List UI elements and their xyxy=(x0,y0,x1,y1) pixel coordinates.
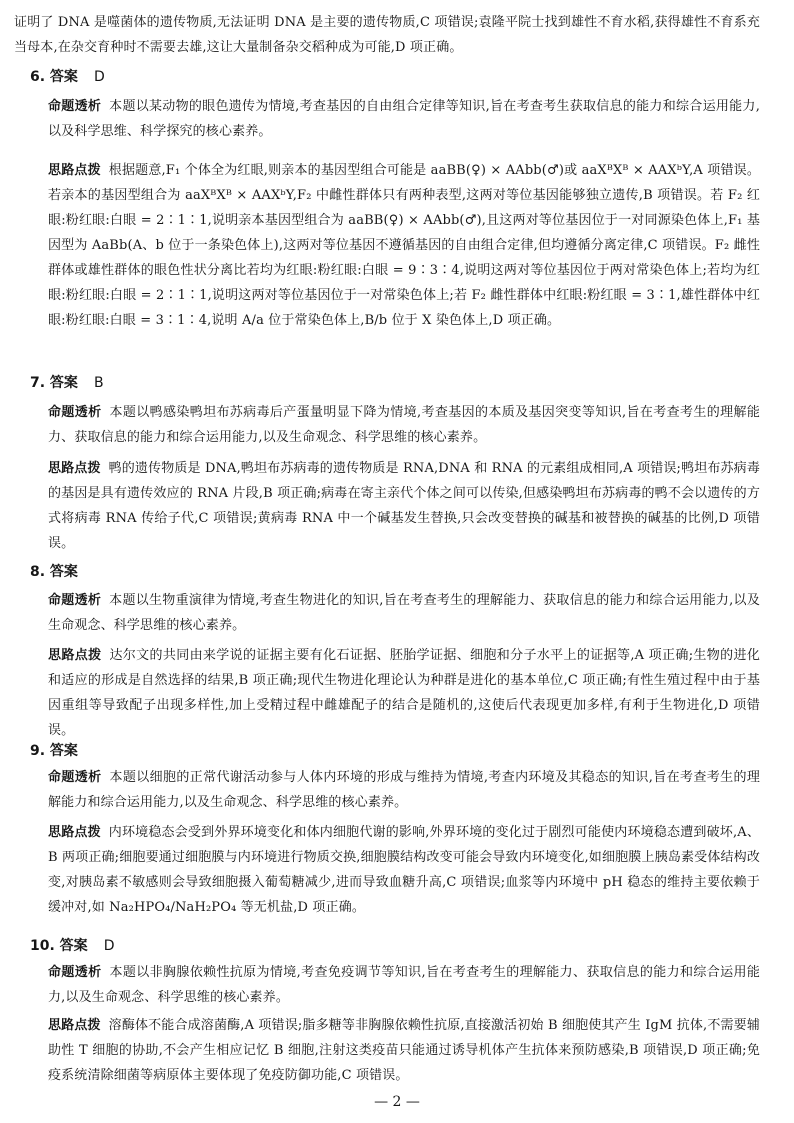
approach-paragraph-6 xyxy=(48,158,760,333)
approach-text: 内环境稳态会受到外界环境变化和体内细胞代谢的影响,外界环境的变化过于剧烈可能使内环境稳态遭到破坏,A、B 两项正确;细胞要通过细胞膜与内环境进行物质交换,细胞膜结构改变可能会导致内环境变化,如细胞膜上胰岛素受体结构改变,对胰岛素不敏感则会导致细胞摄入葡萄糖减少,进而导致血糖升高,C 项错误;血浆等内环境中 pH 稳态的维持主要依赖于缓冲对,如 Na₂HPO₄/NaH₂PO₄ 等无机盐,D 项正确。 xyxy=(48,825,760,915)
approach-paragraph-10 xyxy=(48,1013,760,1088)
answer-heading-label: 8. 答案 xyxy=(30,564,78,580)
continuation-paragraph: 证明了 DNA 是噬菌体的遗传物质,无法证明 DNA 是主要的遗传物质,C 项错误;袁隆平院士找到雄性不育水稻,获得雄性不育系充当母本,在杂交育种时不需要去雄,这让大量制备杂交稻种成为可能,D 项正确。 xyxy=(14,15,760,55)
approach-text: 溶酶体不能合成溶菌酶,A 项错误;脂多糖等非胸腺依赖性抗原,直接激活初始 B 细胞使其产生 IgM 抗体,不需要辅助性 T 细胞的协助,不会产生相应记忆 B 细胞,注射这类疫苗只能通过诱导机体产生抗体来预防感染,B 项错误,D 项正确;免疫系统清除细菌等病原体主要体现了免疫防御功能,C 项错误。 xyxy=(48,1018,760,1083)
analysis-label: 命题透析 xyxy=(48,593,102,608)
approach-label: 思路点拨 xyxy=(48,1018,101,1033)
analysis-paragraph-6 xyxy=(48,94,760,144)
approach-text: 鸭的遗传物质是 DNA,鸭坦布苏病毒的遗传物质是 RNA,DNA 和 RNA 的元素组成相同,A 项错误;鸭坦布苏病毒的基因是具有遗传效应的 RNA 片段,B 项正确;病毒在寄主亲代个体之间可以传染,但感染鸭坦布苏病毒的鸭不会以遗传的方式将病毒 RNA 传给子代,C 项错误;黄病毒 RNA 中一个碱基发生替换,只会改变替换的碱基和被替换的碱基的比例,D 项错误。 xyxy=(48,461,760,551)
analysis-paragraph-7 xyxy=(48,400,760,450)
page-number: — 2 — xyxy=(374,1094,420,1110)
analysis-text: 本题以细胞的正常代谢活动参与人体内环境的形成与维持为情境,考查内环境及其稳态的知识,旨在考查考生的理解能力和综合运用能力,以及生命观念、科学思维的核心素养。 xyxy=(48,770,760,810)
answer-heading-10 xyxy=(30,935,114,957)
analysis-text: 本题以非胸腺依赖性抗原为情境,考查免疫调节等知识,旨在考查考生的理解能力、获取信息的能力和综合运用能力,以及生命观念、科学思维的核心素养。 xyxy=(48,965,760,1005)
analysis-label: 命题透析 xyxy=(48,99,102,114)
analysis-text: 本题以某动物的眼色遗传为情境,考查基因的自由组合定律等知识,旨在考查考生获取信息的能力和综合运用能力,以及科学思维、科学探究的核心素养。 xyxy=(48,99,760,139)
approach-label: 思路点拨 xyxy=(48,648,102,663)
approach-text: 达尔文的共同由来学说的证据主要有化石证据、胚胎学证据、细胞和分子水平上的证据等,A 项正确;生物的进化和适应的形成是自然选择的结果,B 项正确;现代生物进化理论认为种群是进化的基本单位,C 项正确;有性生殖过程中由于基因重组等导致配子出现多样性,加上受精过程中雌雄配子的结合是随机的,这使后代表现更加多样,有利于生物进化,D 项错误。 xyxy=(48,648,761,738)
analysis-paragraph-8 xyxy=(48,588,760,638)
analysis-label: 命题透析 xyxy=(48,770,102,785)
analysis-text: 本题以生物重演律为情境,考查生物进化的知识,旨在考查考生的理解能力、获取信息的能力和综合运用能力,以及生命观念、科学思维的核心素养。 xyxy=(48,593,760,633)
approach-paragraph-7 xyxy=(48,456,760,556)
analysis-text: 本题以鸭感染鸭坦布苏病毒后产蛋量明显下降为情境,考查基因的本质及基因突变等知识,旨在考查考生的理解能力、获取信息的能力和综合运用能力,以及生命观念、科学思维的核心素养。 xyxy=(48,405,760,445)
approach-paragraph-9 xyxy=(48,820,760,920)
answer-heading-9 xyxy=(30,740,94,762)
approach-label: 思路点拨 xyxy=(48,461,101,476)
analysis-paragraph-10 xyxy=(48,960,760,1010)
analysis-paragraph-9 xyxy=(48,765,760,815)
approach-label: 思路点拨 xyxy=(48,825,101,840)
approach-label: 思路点拨 xyxy=(48,163,101,178)
answer-heading-label: 6. 答案 xyxy=(30,69,78,85)
answer-heading-label: 7. 答案 xyxy=(30,375,78,391)
answer-heading-6 xyxy=(30,66,105,88)
answer-value: D xyxy=(93,69,105,85)
answer-heading-7 xyxy=(30,372,104,394)
approach-text: 根据题意,F₁ 个体全为红眼,则亲本的基因型组合可能是 aaBB(♀) × AAbb(♂)或 aaXᴮXᴮ × AAXᵇY,A 项错误。若亲本的基因型组合为 aaXᴮXᴮ × AAXᵇY,F₂ 中雌性群体只有两种表型,这两对等位基因能够独立遗传,B 项错误。若 F₂ 红眼:粉红眼:白眼 = 2∶1∶1,说明亲本基因型组合为 aaBB(♀) × AAbb(♂),且这两对等位基因位于一对同源染色体上,F₁ 基因型为 AaBb(A、b 位于一条染色体上),这两对等位基因不遵循基因的自由组合定律,但均遵循分离定律,C 项错误。F₂ 雌性群体或雄性群体的眼色性状分离比若均为红眼:粉红眼:白眼 = 9∶3∶4,说明这两对等位基因位于两对常染色体上;若均为红眼:粉红眼:白眼 = 2∶1∶1,说明这两对等位基因位于一对常染色体上;若 F₂ 雌性群体中红眼:粉红眼 = 3∶1,雄性群体中红眼:粉红眼:白眼 = 3∶1∶4,说明 A/a 位于常染色体上,B/b 位于 X 染色体上,D 项正确。 xyxy=(48,163,760,328)
answer-value: D xyxy=(103,938,115,954)
answer-value: B xyxy=(93,375,104,391)
analysis-label: 命题透析 xyxy=(48,965,102,980)
answer-heading-label: 10. 答案 xyxy=(30,938,88,954)
answer-heading-8 xyxy=(30,561,94,583)
answer-heading-label: 9. 答案 xyxy=(30,743,78,759)
analysis-label: 命题透析 xyxy=(48,405,102,420)
approach-paragraph-8 xyxy=(48,643,760,743)
